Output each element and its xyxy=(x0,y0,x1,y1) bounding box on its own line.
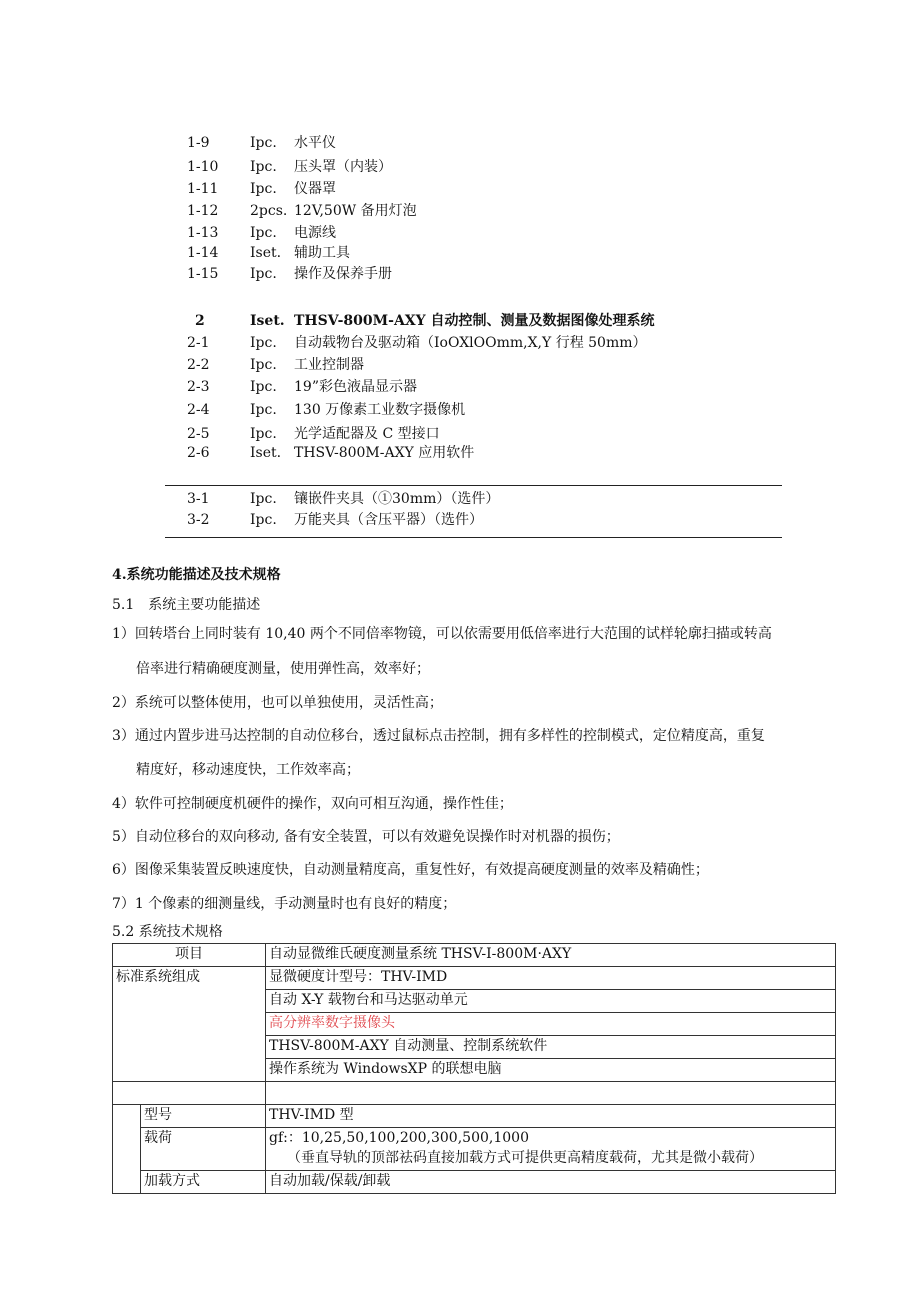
table-row xyxy=(113,1171,836,1194)
list-item-qty: Ipc. xyxy=(250,426,277,442)
list-item-qty: Iset. xyxy=(250,245,282,261)
group2-qty: Iset. xyxy=(250,313,285,329)
method-value: 自动加载/保载/卸载 xyxy=(266,1171,836,1194)
list-item-qty: Ipc. xyxy=(250,159,277,175)
list-item-num: 3-1 xyxy=(187,491,210,507)
std-item-highlight: 高分辨率数字摄像头 xyxy=(266,1013,836,1036)
list-item-qty: Ipc. xyxy=(250,335,277,351)
list-item-qty: Ipc. xyxy=(250,225,277,241)
group2-number: 2 xyxy=(195,313,205,329)
std-item: THSV-800M-AXY 自动测量、控制系统软件 xyxy=(266,1036,836,1059)
list-item-desc: 12V,50W 备用灯泡 xyxy=(294,203,417,219)
table-row xyxy=(113,967,836,990)
list-item-qty: Ipc. xyxy=(250,135,277,151)
load-label: 载荷 xyxy=(141,1128,266,1171)
list-item-desc: THSV-800M-AXY 应用软件 xyxy=(294,445,475,461)
list-item-qty: Ipc. xyxy=(250,266,277,282)
feature-line: 5）自动位移台的双向移动, 备有安全装置，可以有效避免误操作时对机器的损伤； xyxy=(112,829,620,845)
list-item-num: 2-5 xyxy=(187,426,210,442)
list-item-qty: Iset. xyxy=(250,445,282,461)
list-item-qty: Ipc. xyxy=(250,379,277,395)
feature-line: 6）图像采集装置反映速度快，自动测量精度高，重复性好，有效提高硬度测量的效率及精确性； xyxy=(112,862,709,878)
list-item-desc: 19”彩色液晶显示器 xyxy=(294,379,417,395)
list-item-qty: Ipc. xyxy=(250,181,277,197)
group2-title: THSV-800M-AXY 自动控制、测量及数据图像处理系统 xyxy=(294,313,655,329)
table-row xyxy=(113,1105,836,1128)
feature-line: 3）通过内置步进马达控制的自动位移台，透过鼠标点击控制，拥有多样性的控制模式，定位精度高，重复 xyxy=(112,728,765,744)
std-item: 自动 X-Y 载物台和马达驱动单元 xyxy=(266,990,836,1013)
list-item-num: 1-11 xyxy=(187,181,219,197)
list-item-num: 2-2 xyxy=(187,357,210,373)
header-item: 项目 xyxy=(113,944,266,967)
list-item-desc: 工业控制器 xyxy=(294,357,364,373)
table-row xyxy=(113,1128,836,1171)
feature-line: 1）回转塔台上同时装有 10,40 两个不同倍率物镜，可以依需要用低倍率进行大范围的试样轮廓扫描或转高 xyxy=(112,626,772,642)
section4-title: 4.系统功能描述及技术规格 xyxy=(112,567,281,583)
list-item-desc: 光学适配器及 C 型接口 xyxy=(294,426,440,442)
feature-line: 4）软件可控制硬度机硬件的操作，双向可相互沟通，操作性佳； xyxy=(112,796,513,812)
section51-title: 5.1 系统主要功能描述 xyxy=(112,597,261,613)
std-item: 显微硬度计型号：THV-IMD xyxy=(266,967,836,990)
feature-line: 7）1 个像素的细测量线，手动测量时也有良好的精度； xyxy=(112,896,457,912)
feature-line-continued: 倍率进行精确硬度测量，使用弹性高，效率好； xyxy=(136,661,430,677)
feature-line-continued: 精度好，移动速度快，工作效率高； xyxy=(136,762,360,778)
table-row xyxy=(113,944,836,967)
divider-top xyxy=(165,485,782,486)
feature-line: 2）系统可以整体使用，也可以单独使用，灵活性高； xyxy=(112,695,443,711)
load-cell xyxy=(266,1128,836,1171)
list-item-desc: 操作及保养手册 xyxy=(294,266,392,282)
list-item-num: 2-1 xyxy=(187,335,210,351)
list-item-desc: 水平仪 xyxy=(294,135,336,151)
section52-title: 5.2 系统技术规格 xyxy=(112,924,223,940)
empty-cell xyxy=(113,1082,266,1105)
header-value: 自动显微维氏硬度测量系统 THSV-I-800M·AXY xyxy=(266,944,836,967)
list-item-num: 3-2 xyxy=(187,512,210,528)
method-label: 加载方式 xyxy=(141,1171,266,1194)
divider-bottom xyxy=(165,537,782,538)
std-item: 操作系统为 WindowsXP 的联想电脑 xyxy=(266,1059,836,1082)
list-item-qty: Ipc. xyxy=(250,357,277,373)
list-item-qty: Ipc. xyxy=(250,402,277,418)
list-item-num: 2-6 xyxy=(187,445,210,461)
list-item-num: 2-4 xyxy=(187,402,210,418)
list-item-qty: 2pcs. xyxy=(250,203,288,219)
list-item-num: 1-9 xyxy=(187,135,210,151)
list-item-desc: 自动载物台及驱动箱（IoOXlOOmm,X,Y 行程 50mm） xyxy=(294,335,647,351)
list-item-desc: 电源线 xyxy=(294,225,336,241)
list-item-desc: 130 万像素工业数字摄像机 xyxy=(294,402,466,418)
list-item-num: 1-12 xyxy=(187,203,219,219)
model-value: THV-IMD 型 xyxy=(266,1105,836,1128)
list-item-qty: Ipc. xyxy=(250,512,277,528)
load-note: （垂直导轨的顶部祛码直接加载方式可提供更高精度载荷，尤其是微小载荷） xyxy=(287,1150,763,1166)
empty-cell xyxy=(113,1105,141,1194)
table-row xyxy=(113,1082,836,1105)
empty-cell xyxy=(266,1082,836,1105)
model-label: 型号 xyxy=(141,1105,266,1128)
list-item-num: 1-15 xyxy=(187,266,219,282)
list-item-desc: 万能夹具（含压平器）（选件） xyxy=(294,512,483,528)
list-item-num: 2-3 xyxy=(187,379,210,395)
list-item-desc: 仪器罩 xyxy=(294,181,336,197)
list-item-desc: 压头罩（内装） xyxy=(294,159,392,175)
load-value: gf:：10,25,50,100,200,300,500,1000 xyxy=(269,1130,529,1146)
list-item-desc: 辅助工具 xyxy=(294,245,350,261)
std-label: 标准系统组成 xyxy=(113,967,266,1082)
spec-table xyxy=(112,943,836,1194)
list-item-desc: 镶嵌件夹具（①30mm）（选件） xyxy=(294,491,500,507)
list-item-num: 1-13 xyxy=(187,225,219,241)
list-item-num: 1-10 xyxy=(187,159,219,175)
list-item-num: 1-14 xyxy=(187,245,219,261)
list-item-qty: Ipc. xyxy=(250,491,277,507)
